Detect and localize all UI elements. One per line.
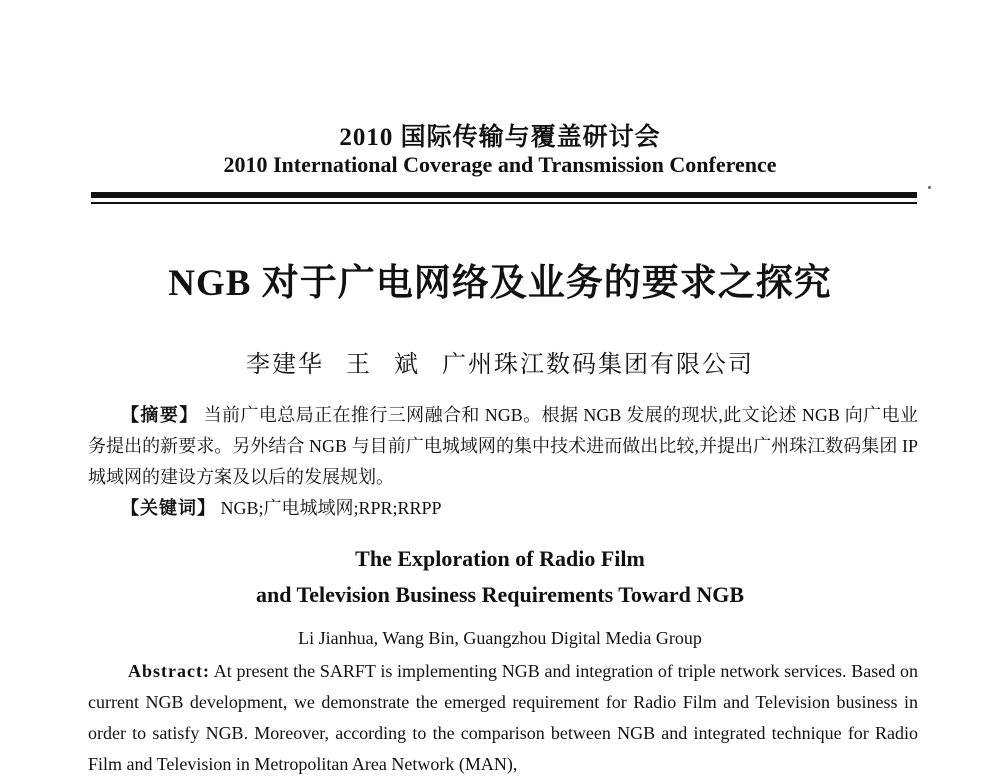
- paper-title-en-line2: and Television Business Requirements Toward NGB: [256, 582, 744, 607]
- abstract-label-en: Abstract:: [128, 661, 210, 681]
- conference-title-en: 2010 International Coverage and Transmission Conference: [223, 152, 777, 177]
- abstract-en: [88, 656, 918, 780]
- abstract-label-cn: 【摘要】: [121, 405, 199, 425]
- header-rule-thick: [91, 192, 917, 198]
- authors-cn: 李建华 王 斌 广州珠江数码集团有限公司: [246, 352, 754, 378]
- paper-title-en-line1: The Exploration of Radio Film: [355, 546, 645, 571]
- authors-en: Li Jianhua, Wang Bin, Guangzhou Digital Media Group: [298, 628, 702, 648]
- paper-title-cn: NGB 对于广电网络及业务的要求之探究: [168, 263, 832, 304]
- keywords-text-cn: NGB;广电城域网;RPR;RRPP: [220, 498, 442, 518]
- paper-title-en: [0, 541, 1000, 613]
- margin-dot: [928, 186, 931, 189]
- conference-title-cn: 2010 国际传输与覆盖研讨会: [339, 124, 661, 151]
- abstract-cn: [88, 400, 918, 493]
- keywords-label-cn: 【关键词】: [121, 498, 216, 518]
- abstract-text-cn: 当前广电总局正在推行三网融合和 NGB。根据 NGB 发展的现状,此文论述 NGB 向广电业务提出的新要求。另外结合 NGB 与目前广电城域网的集中技术进而做出比较,并提出广州珠江数码集团 IP 城域网的建设方案及以后的发展规划。: [88, 405, 919, 487]
- keywords-cn: [121, 493, 921, 524]
- header-rule-thin: [91, 202, 917, 204]
- abstract-text-en: At present the SARFT is implementing NGB and integration of triple network services. Based on current NGB development, we demonstrate the emerged requirement for Radio Film and Television business in order to satisfy NGB. Moreover, according to the comparison between NGB and integrated technique for Radio Film and Television in Metropolitan Area Network (MAN),: [88, 661, 918, 774]
